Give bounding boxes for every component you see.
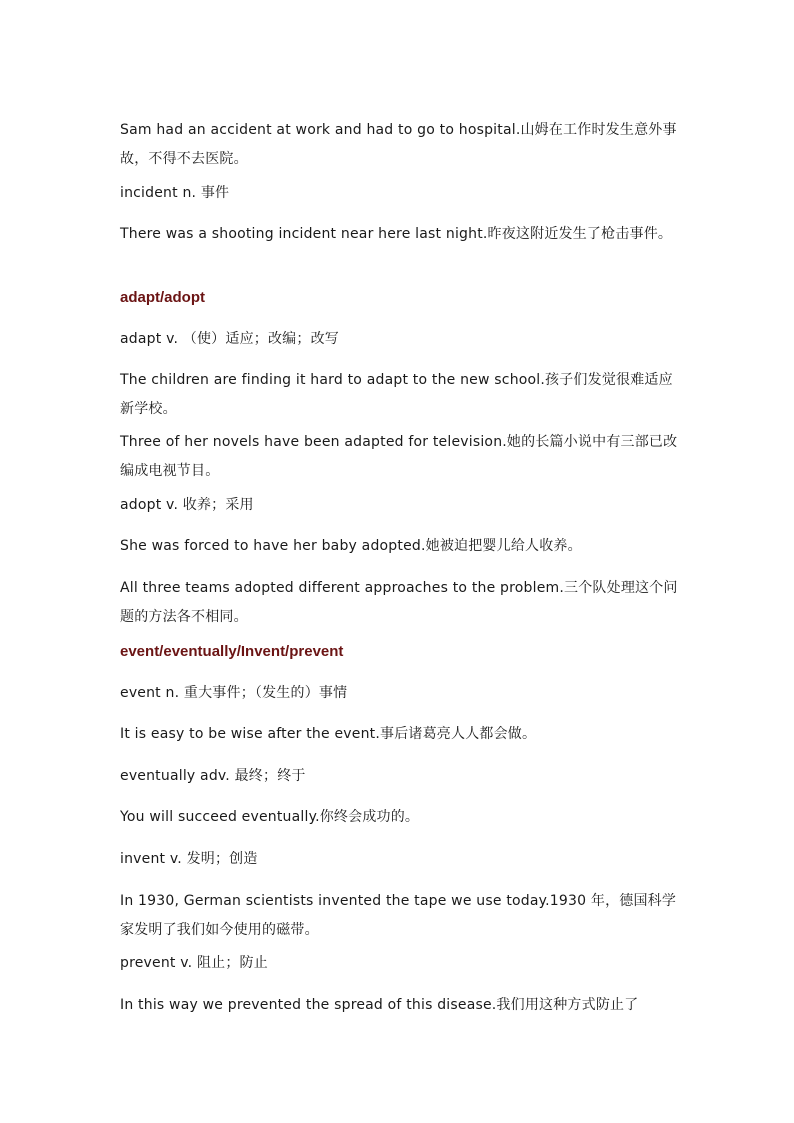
- example-sentence-accident: Sam had an accident at work and had to go to hospital.山姆在工作时发生意外事故，不得不去医院。: [120, 122, 677, 167]
- vocab-adapt: adapt v. （使）适应；改编；改写: [120, 331, 339, 347]
- document-page: [120, 0, 678, 1123]
- example-sentence-event: It is easy to be wise after the event.事后诸葛亮人人都会做。: [120, 726, 537, 742]
- vocab-invent: invent v. 发明；创造: [120, 851, 258, 867]
- vocab-prevent: prevent v. 阻止；防止: [120, 955, 268, 971]
- vocab-eventually: eventually adv. 最终；终于: [120, 768, 306, 784]
- example-sentence-adopt-1: She was forced to have her baby adopted.她被迫把婴儿给人收养。: [120, 538, 582, 554]
- vocab-adopt: adopt v. 收养；采用: [120, 497, 254, 513]
- example-sentence-prevent: In this way we prevented the spread of this disease.我们用这种方式防止了: [120, 997, 639, 1013]
- vocab-incident: incident n. 事件: [120, 185, 230, 201]
- example-sentence-adopt-2: All three teams adopted different approaches to the problem.三个队处理这个问题的方法各不相同。: [120, 580, 678, 625]
- vocab-event: event n. 重大事件；（发生的）事情: [120, 685, 348, 701]
- section-heading-event: event/eventually/Invent/prevent: [120, 643, 344, 660]
- example-sentence-adapt-2: Three of her novels have been adapted for television.她的长篇小说中有三部已改编成电视节目。: [120, 434, 678, 479]
- example-sentence-invent: In 1930, German scientists invented the tape we use today.1930 年，德国科学家发明了我们如今使用的磁带。: [120, 893, 677, 938]
- example-sentence-eventually: You will succeed eventually.你终会成功的。: [120, 809, 420, 825]
- example-sentence-adapt-1: The children are finding it hard to adapt to the new school.孩子们发觉很难适应新学校。: [120, 372, 673, 417]
- section-heading-adapt-adopt: adapt/adopt: [120, 289, 205, 306]
- example-sentence-incident: There was a shooting incident near here last night.昨夜这附近发生了枪击事件。: [120, 226, 673, 242]
